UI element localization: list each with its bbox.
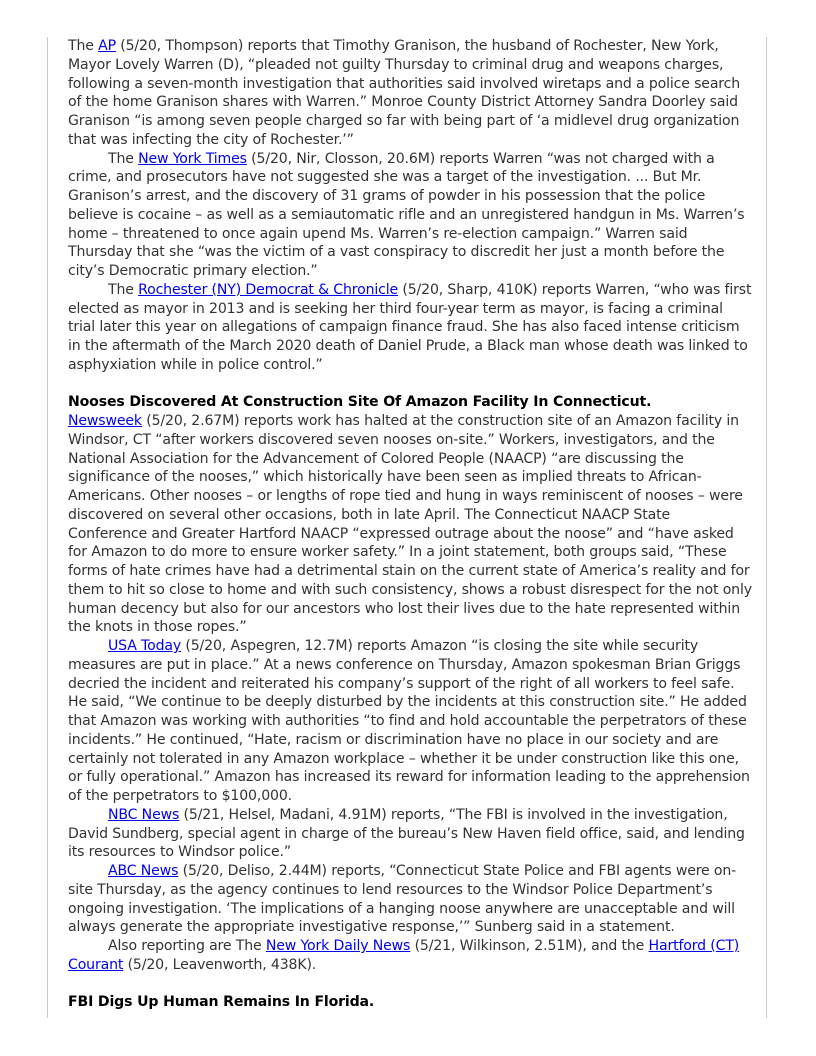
- link-abc-news[interactable]: ABC News: [108, 863, 179, 879]
- paragraph-rochester-dc: [68, 281, 752, 375]
- paragraph-abc-news: [68, 862, 752, 937]
- spacer: [68, 975, 752, 994]
- paragraph-also-reporting: [68, 937, 752, 975]
- paragraph-nbc-news: [68, 806, 752, 862]
- link-hartford-courant[interactable]: Hartford (CT) Courant: [68, 938, 740, 973]
- link-new-york-times[interactable]: New York Times: [138, 150, 247, 167]
- headline-amazon-nooses: Nooses Discovered At Construction Site Of Amazon Facility In Connecticut.: [68, 394, 652, 411]
- text-body: (5/20, Sharp, 410K) reports Warren, “who was first elected as mayor in 2013 and is seeking her third four-year term as mayor, is facing a criminal trial later this year on allegations of campaign finance fraud. She has also faced intense criticism in the aftermath of the March 2020 death of Daniel Prude, a Black man whose death was linked to asphyxiation while in police control.”: [68, 281, 752, 373]
- story-rochester-mayor: [68, 37, 752, 375]
- text-pre: The: [108, 150, 139, 167]
- text-body: (5/20, Nir, Closson, 20.6M) reports Warren “was not charged with a crime, and prosecutors have not suggested she was a target of the investigation. ... But Mr. Granison’s arrest, and the discovery of 31 grams of powder in his possession that the police believe is cocaine – as well as a semiautomatic rifle and an unregistered handgun in Ms. Warren’s home – threatened to once again upend Ms. Warren’s re-election campaign.” Warren said Thursday that she “was the victim of a vast conspiracy to discredit her just a month before the city’s Democratic primary election.”: [68, 150, 745, 279]
- link-rochester-democrat-chronicle[interactable]: Rochester (NY) Democrat & Chronicle: [138, 281, 399, 298]
- story-fbi-florida: [68, 993, 752, 1012]
- text-body: (5/21, Helsel, Madani, 4.91M) reports, “The FBI is involved in the investigation, David Sundberg, special agent in charge of the bureau’s New Haven field office, said, and lending its resources to Windsor police.”: [68, 806, 745, 861]
- link-ap[interactable]: AP: [98, 38, 116, 54]
- link-new-york-daily-news[interactable]: New York Daily News: [265, 938, 411, 954]
- text-body: (5/20, 2.67M) reports work has halted at the construction site of an Amazon facility in Windsor, CT “after workers discovered seven nooses on-site.” Workers, investigators, and the National Association for the Advancement of Colored People (NAACP) “are discussing the significance of the nooses,” which historically have been seen as implied threats to African-Americans. Other nooses – or lengths of rope tied and hung in ways reminiscent of nooses – were discovered on several other occasions, both in late April. The Connecticut NAACP State Conference and Greater Hartford NAACP “expressed outrage about the noose” and “have asked for Amazon to do more to ensure worker safety.” In a joint statement, both groups said, “These forms of hate crimes have had a detrimental stain on the current state of America’s reality and for them to hit so close to home and with such consistency, shows a robust disrespect for the not only human decency but also for our ancestors who lost their lives due to the hate represented within the knots in those ropes.”: [68, 413, 752, 636]
- text-body: (5/20, Aspegren, 12.7M) reports Amazon “is closing the site while security measures are put in place.” At a news conference on Thursday, Amazon spokesman Brian Griggs decried the incident and reiterated his company’s support of the right of all workers to feel safe. He said, “We continue to be deeply disturbed by the incidents at this construction site.” He added that Amazon was working with authorities “to find and hold accountable the perpetrators of these incidents.” He continued, “Hate, racism or discrimination have no place in our society and are certainly not tolerated in any Amazon workplace – whether it be under construction like this one, or fully operational.” Amazon has increased its reward for information leading to the apprehension of the perpetrators to $100,000.: [68, 638, 750, 804]
- story-amazon-nooses: [68, 393, 752, 974]
- headline-fbi-florida: FBI Digs Up Human Remains In Florida.: [68, 994, 375, 1011]
- text-body: (5/20, Deliso, 2.44M) reports, “Connecticut State Police and FBI agents were on-site Thursday, as the agency continues to lend resources to the Windsor Police Department’s ongoing investigation. ‘The implications of a hanging noose anywhere are unacceptable and will always generate the appropriate investigative response,’” Sunberg said in a statement.: [68, 863, 737, 936]
- text-body: (5/20, Thompson) reports that Timothy Granison, the husband of Rochester, New York, Mayor Lovely Warren (D), “pleaded not guilty Thursday to criminal drug and weapons charges, following a seven-month investigation that authorities said involved wiretaps and a police search of the home Granison shares with Warren.” Monroe County District Attorney Sandra Doorley said Granison “is among seven people charged so far with being part of ‘a midlevel drug organization that was infecting the city of Rochester.’”: [68, 38, 741, 148]
- newsletter-content: [68, 37, 752, 1012]
- text-pre: Also reporting are The: [108, 938, 266, 954]
- text-mid: (5/21, Wilkinson, 2.51M), and the: [410, 938, 649, 954]
- text-pre: The: [108, 281, 139, 298]
- link-newsweek[interactable]: Newsweek: [68, 413, 142, 429]
- paragraph-newsweek: [68, 412, 752, 637]
- text-post: (5/20, Leavenworth, 438K).: [123, 956, 317, 973]
- text-pre: The: [68, 38, 99, 54]
- paragraph-ap: [68, 37, 752, 150]
- link-nbc-news[interactable]: NBC News: [108, 806, 180, 823]
- paragraph-nyt: [68, 150, 752, 281]
- spacer: [68, 375, 752, 394]
- paragraph-usa-today: [68, 637, 752, 806]
- link-usa-today[interactable]: USA Today: [108, 638, 182, 654]
